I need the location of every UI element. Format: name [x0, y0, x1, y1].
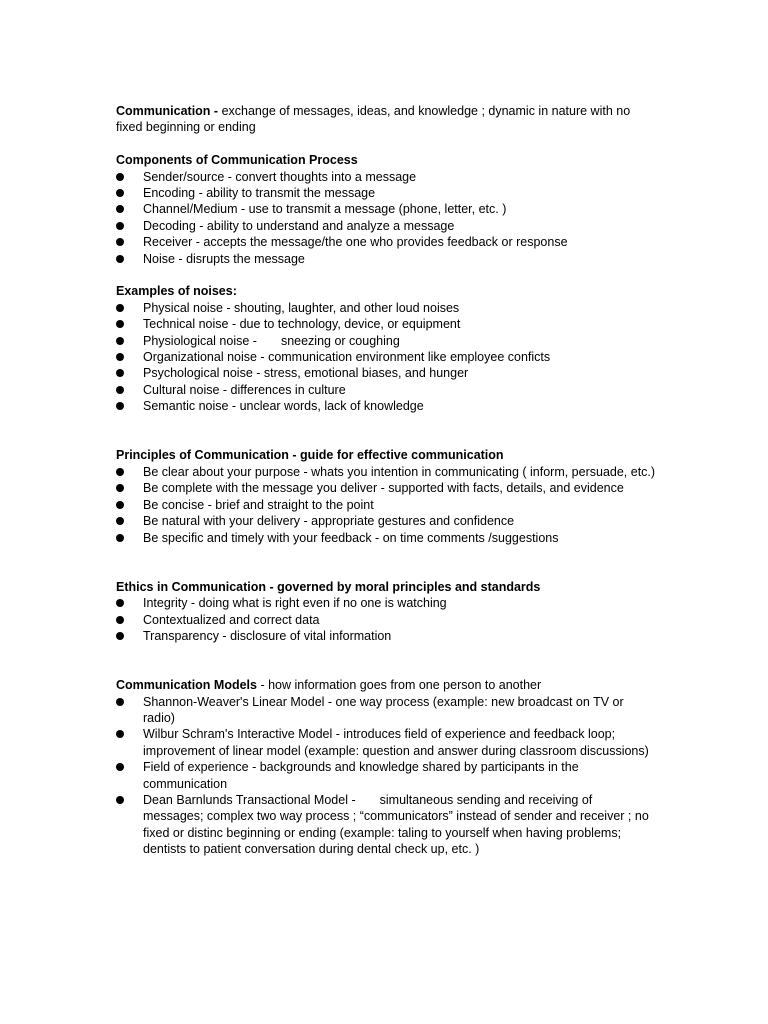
list-item: Transparency - disclosure of vital information [116, 628, 656, 644]
bullet-icon [116, 304, 124, 312]
bullet-icon [116, 698, 124, 706]
bullet-icon [116, 599, 124, 607]
list-item: Cultural noise - differences in culture [116, 382, 656, 398]
list-item: Channel/Medium - use to transmit a message (phone, letter, etc. ) [116, 201, 656, 217]
list-item: Be complete with the message you deliver - supported with facts, details, and evidence [116, 480, 656, 496]
list-item: Be specific and timely with your feedback - on time comments /suggestions [116, 530, 656, 546]
bullet-icon [116, 468, 124, 476]
bullet-icon [116, 484, 124, 492]
components-heading: Components of Communication Process [116, 153, 358, 168]
list-item: Be concise - brief and straight to the point [116, 497, 656, 513]
bullet-icon [116, 632, 124, 640]
principles-heading: Principles of Communication - guide for effective communication [116, 448, 504, 463]
list-item: Organizational noise - communication environment like employee conficts [116, 349, 656, 365]
principles-list [116, 464, 656, 546]
intro-definition: exchange of messages, ideas, and knowledge ; dynamic in nature with no fixed beginning or ending [116, 104, 631, 135]
bullet-icon [116, 730, 124, 738]
list-item: Integrity - doing what is right even if no one is watching [116, 595, 656, 611]
bullet-icon [116, 501, 124, 509]
list-item: Noise - disrupts the message [116, 251, 656, 267]
models-heading [116, 677, 656, 693]
list-item: Field of experience - backgrounds and knowledge shared by participants in the communication [116, 759, 656, 792]
noises-list [116, 300, 656, 415]
list-item: Be natural with your delivery - appropriate gestures and confidence [116, 513, 656, 529]
ethics-list [116, 595, 656, 644]
noises-heading: Examples of noises: [116, 284, 237, 299]
list-item: Psychological noise - stress, emotional biases, and hunger [116, 365, 656, 381]
bullet-icon [116, 189, 124, 197]
bullet-icon [116, 173, 124, 181]
bullet-icon [116, 402, 124, 410]
bullet-icon [116, 320, 124, 328]
list-item: Receiver - accepts the message/the one who provides feedback or response [116, 234, 656, 250]
list-item: Physiological noise - sneezing or coughing [116, 333, 656, 349]
bullet-icon [116, 353, 124, 361]
bullet-icon [116, 337, 124, 345]
bullet-icon [116, 205, 124, 213]
list-item: Technical noise - due to technology, device, or equipment [116, 316, 656, 332]
models-heading-desc: - how information goes from one person to another [256, 678, 542, 693]
bullet-icon [116, 796, 124, 804]
list-item: Decoding - ability to understand and analyze a message [116, 218, 656, 234]
bullet-icon [116, 369, 124, 377]
list-item: Dean Barnlunds Transactional Model - simultaneous sending and receiving of messages; complex two way process ; “communicators” instead of sender and receiver ; no fixed or distinc beginning or ending (example: taling to yourself when having problems; dentists to patient conversation during dental check up, etc. ) [116, 792, 656, 858]
bullet-icon [116, 255, 124, 263]
bullet-icon [116, 238, 124, 246]
list-item: Shannon-Weaver's Linear Model - one way process (example: new broadcast on TV or radio) [116, 694, 656, 727]
bullet-icon [116, 222, 124, 230]
intro-term: Communication - [116, 104, 219, 118]
intro-paragraph [116, 103, 656, 136]
list-item: Sender/source - convert thoughts into a message [116, 169, 656, 185]
document-body [116, 103, 656, 858]
bullet-icon [116, 534, 124, 542]
list-item: Contextualized and correct data [116, 612, 656, 628]
list-item: Physical noise - shouting, laughter, and other loud noises [116, 300, 656, 316]
ethics-heading: Ethics in Communication - governed by moral principles and standards [116, 579, 541, 594]
models-heading-term: Communication Models [116, 678, 257, 693]
list-item: Encoding - ability to transmit the message [116, 185, 656, 201]
models-list [116, 694, 656, 858]
bullet-icon [116, 763, 124, 771]
bullet-icon [116, 517, 124, 525]
list-item: Semantic noise - unclear words, lack of knowledge [116, 398, 656, 414]
bullet-icon [116, 386, 124, 394]
list-item: Be clear about your purpose - whats you intention in communicating ( inform, persuade, etc.) [116, 464, 656, 480]
bullet-icon [116, 616, 124, 624]
list-item: Wilbur Schram's Interactive Model - introduces field of experience and feedback loop; improvement of linear model (example: question and answer during classroom discussions) [116, 726, 656, 759]
components-list [116, 169, 656, 267]
